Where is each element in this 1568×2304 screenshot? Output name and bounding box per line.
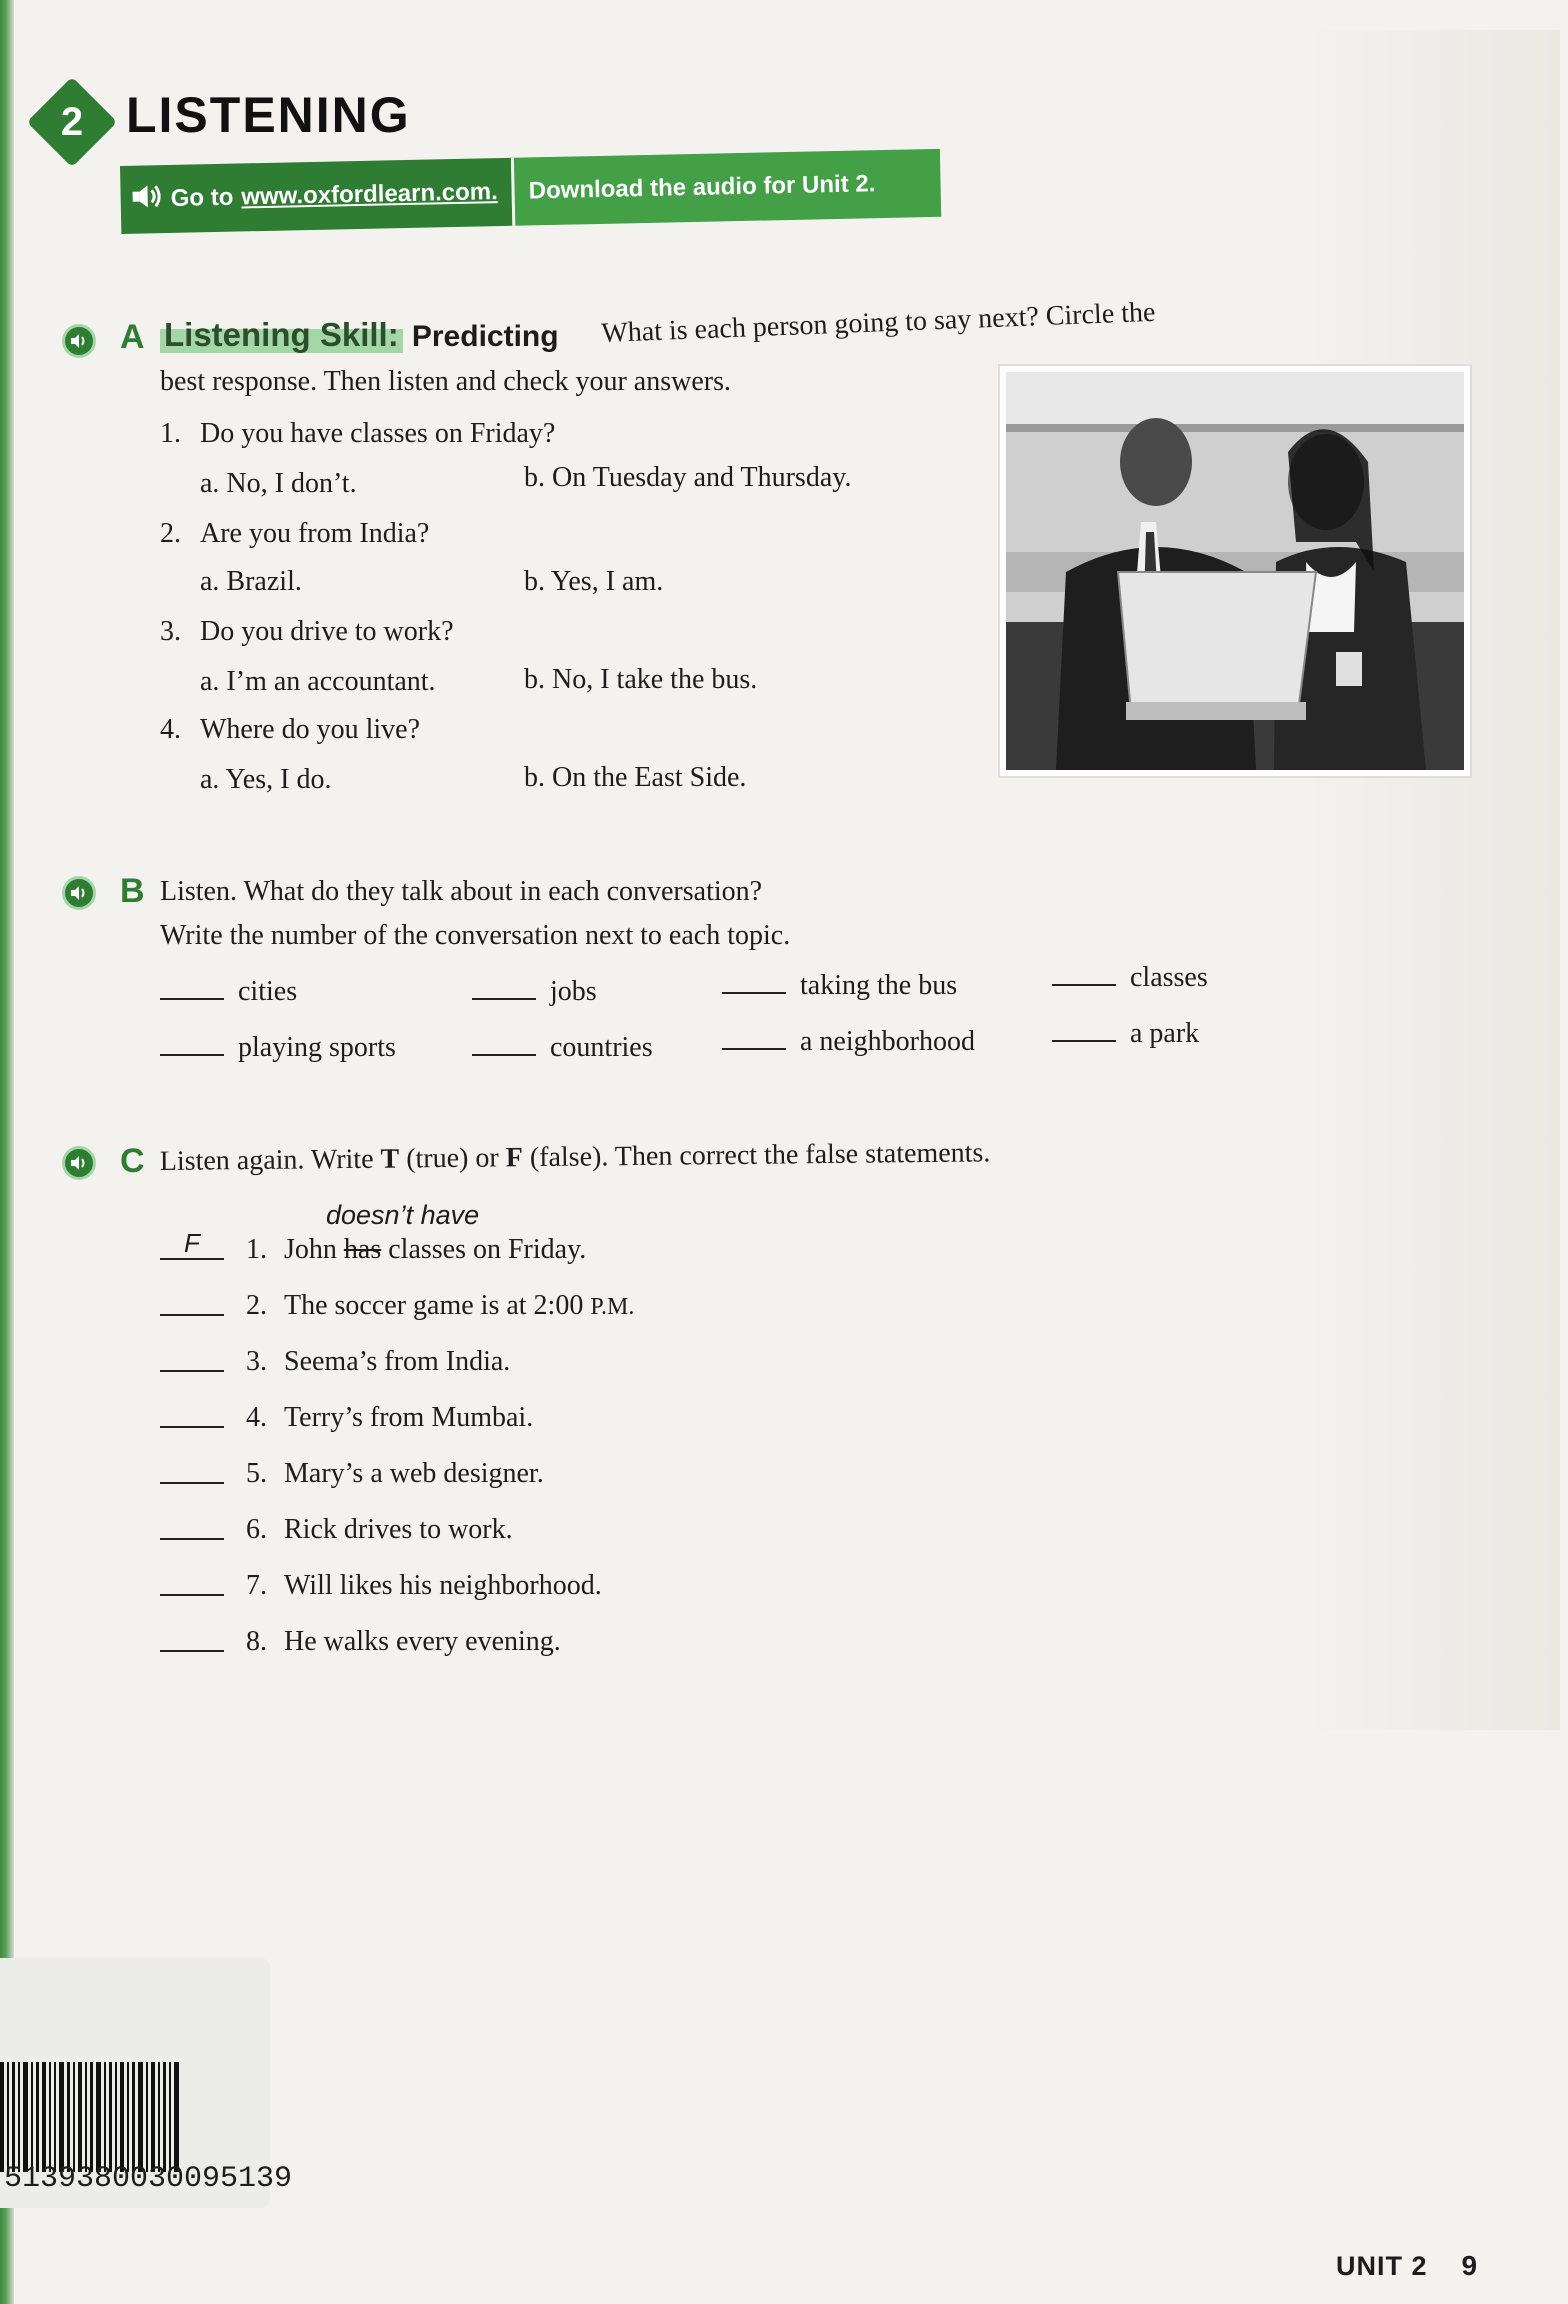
barcode-bar — [7, 2062, 9, 2172]
statement-5-blank[interactable] — [160, 1482, 224, 1484]
section-number: 2 — [60, 99, 84, 144]
barcode-bar — [90, 2062, 93, 2172]
statement-5-number: 5. — [246, 1458, 267, 1489]
topic-taking-the-bus[interactable]: taking the bus — [722, 970, 957, 1002]
statement-2-number: 2. — [246, 1290, 267, 1321]
item-4-option-a[interactable]: a. Yes, I do. — [200, 764, 332, 795]
barcode-bar — [12, 2062, 15, 2172]
item-4-option-b[interactable]: b. On the East Side. — [524, 762, 747, 793]
barcode-bar — [96, 2062, 101, 2172]
statement-1-text: John has classes on Friday. — [284, 1234, 587, 1265]
part-a-instruction-1: What is each person going to say next? Circle the — [600, 296, 1156, 350]
statement-3-number: 3. — [246, 1346, 267, 1377]
item-3-question: Do you drive to work? — [200, 616, 454, 647]
statement-8-number: 8. — [246, 1626, 267, 1657]
barcode-number: 5139380030095139 — [4, 2162, 293, 2196]
page-number: 9 — [1461, 2250, 1479, 2281]
item-3-number: 3. — [160, 616, 181, 647]
barcode-bar — [18, 2062, 20, 2172]
barcode-bar — [115, 2062, 117, 2172]
part-b-instruction-1: Listen. What do they talk about in each conversation? — [160, 876, 763, 907]
item-4-number: 4. — [160, 714, 181, 745]
audio-icon-c[interactable] — [62, 1146, 96, 1180]
business-people-photo — [1000, 366, 1470, 776]
statement-2-blank[interactable] — [160, 1314, 224, 1316]
statement-7-blank[interactable] — [160, 1594, 224, 1596]
barcode-bar — [54, 2062, 56, 2172]
part-b-letter: B — [120, 872, 145, 910]
item-1-number: 1. — [160, 418, 181, 449]
unit-label: UNIT 2 — [1336, 2251, 1428, 2281]
barcode-bar — [59, 2062, 64, 2172]
item-2-number: 2. — [160, 518, 181, 549]
barcode-bar — [78, 2062, 82, 2172]
statement-7-text: Will likes his neighborhood. — [284, 1570, 602, 1601]
barcode-bar — [49, 2062, 51, 2172]
statement-4-blank[interactable] — [160, 1426, 224, 1428]
part-a-letter: A — [120, 318, 145, 356]
barcode-bar — [169, 2062, 171, 2172]
statement-3-text: Seema’s from India. — [284, 1346, 511, 1377]
topic-jobs[interactable]: jobs — [472, 976, 597, 1008]
topic-classes[interactable]: classes — [1052, 962, 1208, 994]
barcode-bar — [132, 2062, 135, 2172]
topic-a-park[interactable]: a park — [1052, 1018, 1199, 1050]
item-4-question: Where do you live? — [200, 714, 421, 745]
facing-page-bleed — [1300, 30, 1560, 1730]
statement-7-number: 7. — [246, 1570, 267, 1601]
statement-2-text: The soccer game is at 2:00 P.M. — [284, 1290, 635, 1321]
barcode-bar — [158, 2062, 160, 2172]
statement-8-text: He walks every evening. — [284, 1626, 561, 1657]
barcode-bar — [127, 2062, 129, 2172]
skill-name: Predicting — [411, 320, 559, 353]
banner-go-to-text: Go to — [170, 183, 234, 212]
section-title: LISTENING — [126, 87, 411, 143]
barcode-bars — [0, 2062, 275, 2172]
barcode-bar — [138, 2062, 143, 2172]
barcode-bar — [31, 2062, 33, 2172]
item-3-option-a[interactable]: a. I’m an accountant. — [200, 666, 436, 697]
audio-icon-b[interactable] — [62, 876, 96, 910]
barcode-bar — [174, 2062, 179, 2172]
speaker-icon — [130, 182, 165, 218]
barcode-bar — [151, 2062, 155, 2172]
barcode-bar — [67, 2062, 70, 2172]
barcode-bar — [120, 2062, 124, 2172]
topic-a-neighborhood[interactable]: a neighborhood — [722, 1026, 975, 1058]
audio-icon-a[interactable] — [62, 324, 96, 358]
barcode-bar — [42, 2062, 46, 2172]
item-1-question: Do you have classes on Friday? — [200, 418, 556, 449]
statement-1-number: 1. — [246, 1234, 267, 1265]
banner-go-to — [120, 158, 512, 234]
statement-6-text: Rick drives to work. — [284, 1514, 513, 1545]
barcode-bar — [146, 2062, 148, 2172]
statement-1-answer: F — [184, 1228, 200, 1258]
audio-download-banner — [120, 149, 941, 234]
barcode-bar — [109, 2062, 112, 2172]
barcode-bar — [23, 2062, 28, 2172]
part-b-instruction-2: Write the number of the conversation next to each topic. — [160, 920, 791, 951]
barcode-bar — [36, 2062, 39, 2172]
statement-6-number: 6. — [246, 1514, 267, 1545]
oxfordlearn-link[interactable]: www.oxfordlearn.com. — [241, 178, 499, 211]
topic-cities[interactable]: cities — [160, 976, 297, 1008]
part-a-instruction-2: best response. Then listen and check your answers. — [160, 366, 731, 397]
barcode-bar — [104, 2062, 106, 2172]
item-2-option-a[interactable]: a. Brazil. — [200, 566, 302, 597]
statement-5-text: Mary’s a web designer. — [284, 1458, 544, 1489]
barcode-bar — [73, 2062, 75, 2172]
item-3-option-b[interactable]: b. No, I take the bus. — [524, 664, 758, 695]
statement-6-blank[interactable] — [160, 1538, 224, 1540]
listening-skill-label: Listening Skill: — [160, 316, 403, 353]
item-2-option-b[interactable]: b. Yes, I am. — [524, 566, 664, 597]
banner-download-text: Download the audio for Unit 2. — [511, 149, 941, 226]
item-1-option-a[interactable]: a. No, I don’t. — [200, 468, 357, 499]
page-footer — [1336, 2250, 1478, 2282]
item-1-option-b[interactable]: b. On Tuesday and Thursday. — [524, 462, 852, 493]
statement-4-number: 4. — [246, 1402, 267, 1433]
item-2-question: Are you from India? — [200, 518, 430, 549]
topic-playing-sports[interactable]: playing sports — [160, 1032, 396, 1064]
part-a-skill — [160, 316, 559, 354]
example-correction: doesn’t have — [326, 1200, 480, 1230]
part-c-instruction: Listen again. Write T (true) or F (false). Then correct the false statements. — [159, 1137, 991, 1177]
statement-8-blank[interactable] — [160, 1650, 224, 1652]
statement-3-blank[interactable] — [160, 1370, 224, 1372]
topic-countries[interactable]: countries — [472, 1032, 653, 1064]
barcode-bar — [163, 2062, 166, 2172]
barcode-bar — [85, 2062, 87, 2172]
statement-4-text: Terry’s from Mumbai. — [284, 1402, 534, 1433]
barcode-bar — [0, 2062, 4, 2172]
part-c-letter: C — [120, 1142, 145, 1180]
